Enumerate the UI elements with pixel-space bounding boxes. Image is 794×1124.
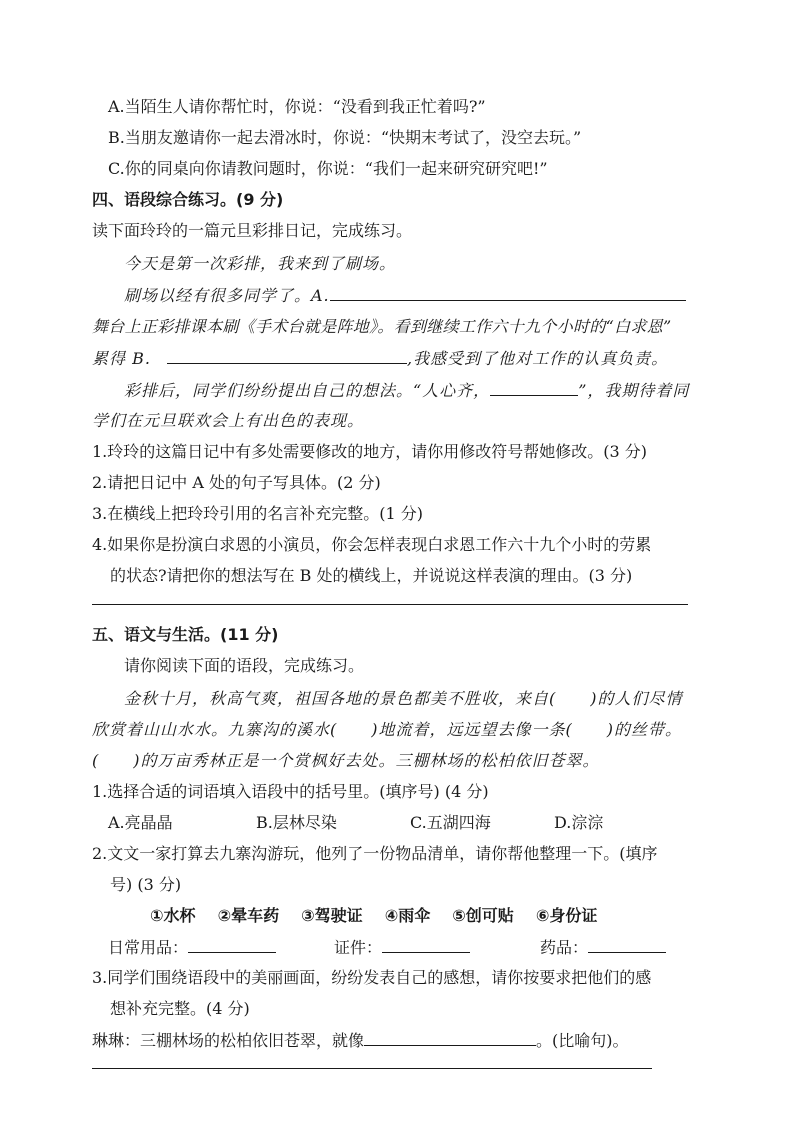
- section4-intro: 读下面玲玲的一篇元旦彩排日记，完成练习。: [92, 221, 413, 240]
- s5-question-2-cont: 号) (3 分): [110, 875, 182, 894]
- blank-simile[interactable]: [364, 1029, 536, 1046]
- s5-question-3-cont: 想补充完整。(4 分): [110, 999, 250, 1018]
- diary-line-2: [124, 284, 686, 306]
- passage-2c: )的丝带。: [606, 720, 682, 739]
- passage-3b: )的万亩秀林正是一个赏枫好去处。三棚林场的松柏依旧苍翠。: [133, 751, 600, 770]
- s5-question-3: 3.同学们围绕语段中的美丽画面，纷纷发表自己的感想，请你按要求把他们的感: [92, 968, 652, 987]
- word-option-b: B.层林尽染: [256, 813, 337, 832]
- answer-line-s4[interactable]: [92, 604, 688, 605]
- linlin-post: 。(比喻句)。: [536, 1031, 629, 1050]
- linlin-pre: 琳琳：三棚林场的松柏依旧苍翠，就像: [92, 1031, 365, 1050]
- category-docs: [334, 936, 470, 958]
- blank-b[interactable]: [167, 347, 407, 364]
- section5-heading: 五、语文与生活。(11 分): [92, 625, 279, 644]
- s5-question-1: 1.选择合适的词语填入语段中的括号里。(填序号) (4 分): [92, 782, 489, 801]
- s4-question-2: 2.请把日记中 A 处的句子写具体。(2 分): [92, 473, 381, 492]
- section4-heading: 四、语段综合练习。(9 分): [92, 190, 284, 209]
- s4-question-1: 1.玲玲的这篇日记中有多处需要修改的地方，请你用修改符号帮她修改。(3 分): [92, 442, 648, 461]
- diary-line-5-post: ”，我期待着同: [578, 381, 690, 400]
- item-1: ①水杯: [150, 906, 196, 925]
- word-options: [108, 812, 603, 834]
- answer-line-s5[interactable]: [92, 1068, 652, 1069]
- diary-line-2-text: 刷场以经有很多同学了。A.: [124, 286, 330, 305]
- word-option-c: C.五湖四海: [410, 813, 491, 832]
- diary-line-6: 学们在元旦联欢会上有出色的表现。: [92, 411, 365, 430]
- linlin-line: [92, 1029, 629, 1051]
- option-b: B.当朋友邀请你一起去滑冰时，你说：“快期末考试了，没空去玩。”: [108, 128, 582, 147]
- category-meds: [540, 936, 666, 958]
- diary-line-4: [92, 347, 668, 369]
- item-6: ⑥身份证: [535, 906, 598, 925]
- blank-proverb[interactable]: [490, 379, 578, 396]
- diary-line-5-pre: 彩排后，同学们纷纷提出自己的想法。“人心齐，: [124, 381, 491, 400]
- passage-line-1: [124, 688, 683, 710]
- word-option-d: D.淙淙: [554, 813, 604, 832]
- passage-2b: )地流着，远远望去像一条(: [371, 720, 573, 739]
- option-c: C.你的同桌向你请教问题时，你说：“我们一起来研究研究吧!”: [108, 159, 548, 178]
- word-option-a: A.亮晶晶: [108, 813, 173, 832]
- blank-daily[interactable]: [188, 936, 276, 953]
- item-3: ③驾驶证: [301, 906, 363, 925]
- s4-question-4: 4.如果你是扮演白求恩的小演员，你会怎样表现白求恩工作六十九个小时的劳累: [92, 535, 652, 554]
- category-daily: [108, 936, 276, 958]
- passage-1b: )的人们尽情: [590, 689, 683, 708]
- passage-1a: 金秋十月，秋高气爽，祖国各地的景色都美不胜收，来自(: [124, 689, 557, 708]
- item-4: ④雨伞: [384, 906, 431, 925]
- diary-line-4-post: ,我感受到了他对工作的认真负责。: [407, 349, 669, 368]
- item-2: ②晕车药: [217, 906, 280, 925]
- section5-intro: 请你阅读下面的语段，完成练习。: [124, 656, 365, 675]
- s4-question-4-cont: 的状态?请把你的想法写在 B 处的横线上，并说说这样表演的理由。(3 分): [110, 566, 633, 585]
- blank-docs[interactable]: [382, 936, 470, 953]
- passage-line-3: [92, 750, 600, 772]
- category-docs-label: 证件：: [334, 938, 383, 957]
- diary-line-3: 舞台上正彩排课本刷《手术台就是阵地》。看到继续工作六十九个小时的“白求恩”: [92, 317, 672, 336]
- category-meds-label: 药品：: [540, 938, 589, 957]
- option-a: A.当陌生人请你帮忙时，你说：“没看到我正忙着吗?”: [108, 97, 486, 116]
- blank-meds[interactable]: [588, 936, 666, 953]
- passage-2a: 欣赏着山山水水。九寨沟的溪水(: [92, 720, 338, 739]
- item-list: [150, 905, 619, 927]
- s4-question-3: 3.在横线上把玲玲引用的名言补充完整。(1 分): [92, 504, 424, 523]
- s5-question-2: 2.文文一家打算去九寨沟游玩，他列了一份物品清单，请你帮他整理一下。(填序: [92, 844, 658, 863]
- blank-a[interactable]: [330, 284, 686, 301]
- passage-3a: (: [92, 751, 100, 770]
- diary-line-4-pre: 累得 B.: [92, 349, 151, 368]
- passage-line-2: [92, 719, 682, 741]
- category-daily-label: 日常用品：: [108, 938, 189, 957]
- diary-line-1: 今天是第一次彩排，我来到了刷场。: [124, 254, 397, 273]
- diary-line-5: [124, 379, 689, 401]
- item-5: ⑤创可贴: [452, 906, 514, 925]
